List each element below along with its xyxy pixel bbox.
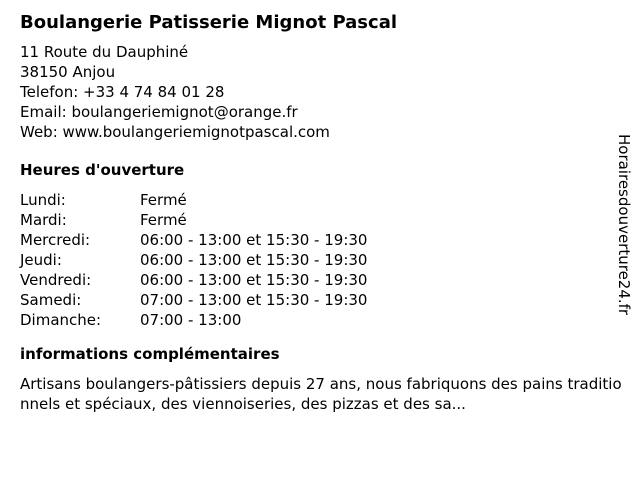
hours-row-wednesday <box>20 230 610 250</box>
hours-row-monday <box>20 190 610 210</box>
hours-row-sunday <box>20 310 610 330</box>
city-address: 38150 Anjou <box>20 63 116 81</box>
contact-block <box>20 42 610 142</box>
info-description: Artisans boulangers-pâtissiers depuis 27 ans, nous fabriquons des pains traditionnels et spéciaux, des viennoiseries, des pizzas et des sa... <box>20 375 622 413</box>
day-label: Dimanche: <box>20 311 102 329</box>
day-time: 06:00 - 13:00 et 15:30 - 19:30 <box>140 231 368 249</box>
day-label: Lundi: <box>20 191 66 209</box>
day-time: 07:00 - 13:00 et 15:30 - 19:30 <box>140 291 368 309</box>
day-time: 07:00 - 13:00 <box>140 311 242 329</box>
day-label: Vendredi: <box>20 271 92 289</box>
hours-row-tuesday <box>20 210 610 230</box>
hours-heading: Heures d'ouverture <box>20 161 185 179</box>
day-time: 06:00 - 13:00 et 15:30 - 19:30 <box>140 271 368 289</box>
email-address: Email: boulangeriemignot@orange.fr <box>20 103 298 121</box>
day-time: Fermé <box>140 211 187 229</box>
day-label: Mardi: <box>20 211 67 229</box>
hours-table <box>20 190 610 330</box>
business-name: Boulangerie Patisserie Mignot Pascal <box>20 12 398 33</box>
day-time: Fermé <box>140 191 187 209</box>
phone-number: Telefon: +33 4 74 84 01 28 <box>20 83 225 101</box>
street-address: 11 Route du Dauphiné <box>20 43 189 61</box>
side-watermark: Horairesdouverture24.fr <box>615 134 633 316</box>
business-card <box>20 10 622 414</box>
website: Web: www.boulangeriemignotpascal.com <box>20 123 330 141</box>
day-label: Jeudi: <box>20 251 62 269</box>
day-label: Mercredi: <box>20 231 91 249</box>
hours-row-saturday <box>20 290 610 310</box>
hours-row-friday <box>20 270 610 290</box>
info-heading: informations complémentaires <box>20 345 280 363</box>
day-label: Samedi: <box>20 291 82 309</box>
day-time: 06:00 - 13:00 et 15:30 - 19:30 <box>140 251 368 269</box>
hours-row-thursday <box>20 250 610 270</box>
